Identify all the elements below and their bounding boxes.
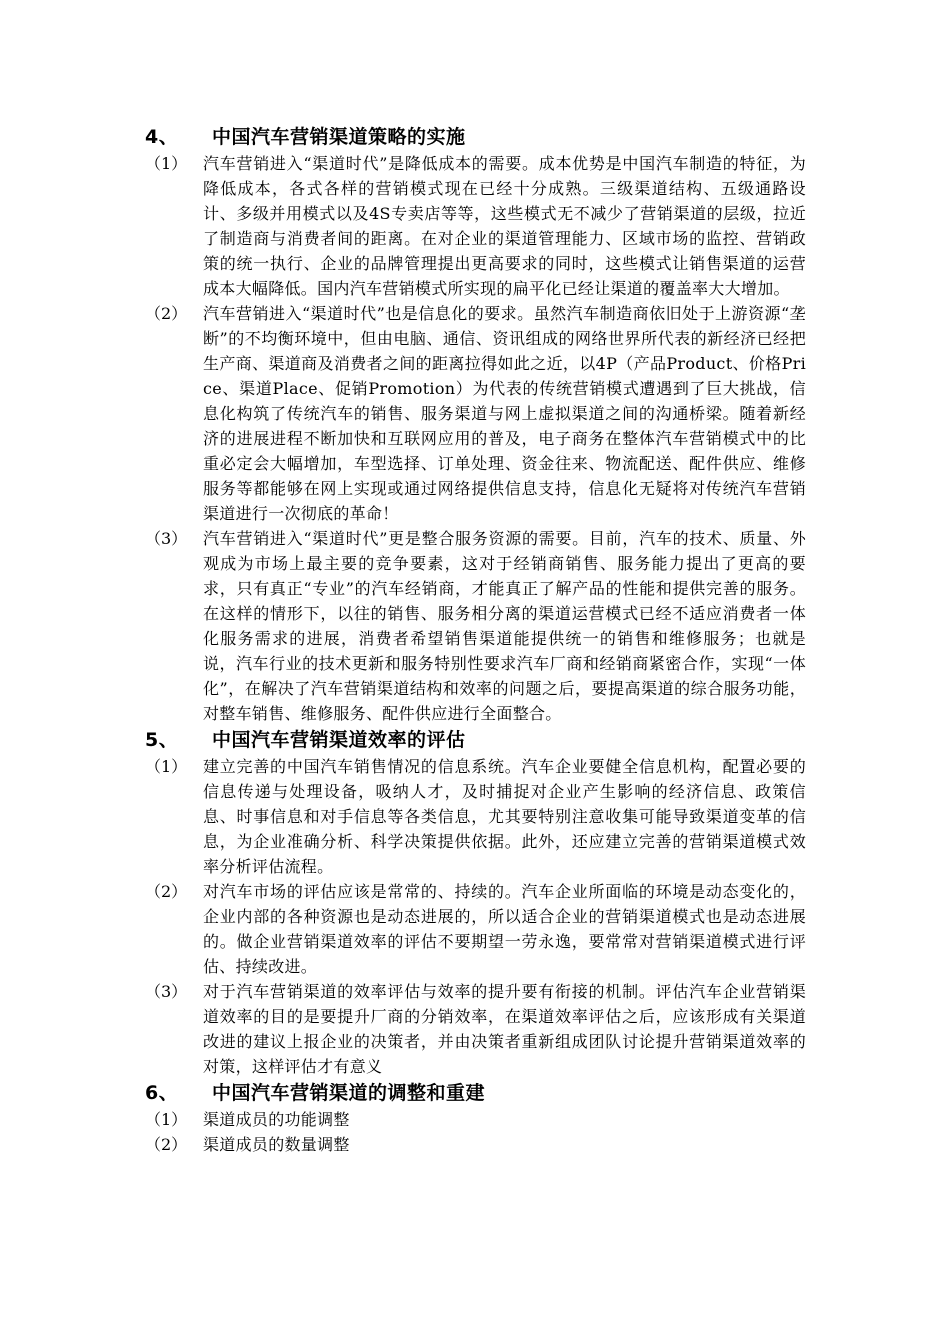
item-number: （2）: [145, 882, 188, 901]
item-paragraph: 对于汽车营销渠道的效率评估与效率的提升要有衔接的机制。评估汽车企业营销渠道效率的目的是要提升厂商的分销效率，在渠道效率评估之后，应该形成有关渠道改进的建议上报企业的决策者，并由决策者重新组成团队讨论提升营销渠道效率的对策，这样评估才有意义: [203, 982, 806, 1076]
section-number: 5、: [145, 729, 179, 751]
item-number: （2）: [145, 304, 188, 323]
document-body: [145, 123, 825, 1157]
section-heading: [145, 726, 825, 754]
section-heading: [145, 123, 825, 151]
list-item: [145, 151, 825, 301]
list-item: [145, 979, 825, 1079]
item-paragraph: 建立完善的中国汽车销售情况的信息系统。汽车企业要健全信息机构，配置必要的信息传递与处理设备，吸纳人才，及时捕捉对企业产生影响的经济信息、政策信息、时事信息和对手信息等各类信息，尤其要特别注意收集可能导致渠道变革的信息，为企业准确分析、科学决策提供依据。此外，还应建立完善的营销渠道模式效率分析评估流程。: [203, 757, 806, 876]
list-item: [145, 301, 825, 526]
section-number: 6、: [145, 1082, 179, 1104]
item-number: （3）: [145, 529, 188, 548]
item-number: （1）: [145, 757, 188, 776]
list-item: [145, 526, 825, 726]
item-number: （1）: [145, 154, 188, 173]
item-number: （1）: [145, 1110, 188, 1129]
item-paragraph: 对汽车市场的评估应该是常常的、持续的。汽车企业所面临的环境是动态变化的，企业内部的各种资源也是动态进展的，所以适合企业的营销渠道模式也是动态进展的。做企业营销渠道效率的评估不要期望一劳永逸，要常常对营销渠道模式进行评估、持续改进。: [203, 882, 806, 976]
item-paragraph: 渠道成员的数量调整: [203, 1135, 350, 1154]
list-item: [145, 879, 825, 979]
section-title: 中国汽车营销渠道效率的评估: [212, 729, 466, 751]
item-number: （2）: [145, 1135, 188, 1154]
list-item: [145, 1107, 825, 1132]
list-item: [145, 754, 825, 879]
section-title: 中国汽车营销渠道策略的实施: [212, 126, 466, 148]
list-item: [145, 1132, 825, 1157]
item-paragraph: 汽车营销进入“渠道时代”是降低成本的需要。成本优势是中国汽车制造的特征，为降低成本，各式各样的营销模式现在已经十分成熟。三级渠道结构、五级通路设计、多级并用模式以及4S专卖店等等，这些模式无不减少了营销渠道的层级，拉近了制造商与消费者间的距离。在对企业的渠道管理能力、区域市场的监控、营销政策的统一执行、企业的品牌管理提出更高要求的同时，这些模式让销售渠道的运营成本大幅降低。国内汽车营销模式所实现的扁平化已经让渠道的覆盖率大大增加。: [203, 154, 806, 298]
section-title: 中国汽车营销渠道的调整和重建: [212, 1082, 486, 1104]
item-paragraph: 汽车营销进入“渠道时代”也是信息化的要求。虽然汽车制造商依旧处于上游资源“垄断”的不均衡环境中，但由电脑、通信、资讯组成的网络世界所代表的新经济已经把生产商、渠道商及消费者之间的距离拉得如此之近，以4P（产品Product、价格Price、渠道Place、促销Promotion）为代表的传统营销模式遭遇到了巨大挑战，信息化构筑了传统汽车的销售、服务渠道与网上虚拟渠道之间的沟通桥梁。随着新经济的进展进程不断加快和互联网应用的普及，电子商务在整体汽车营销模式中的比重必定会大幅增加，车型选择、订单处理、资金往来、物流配送、配件供应、维修服务等都能够在网上实现或通过网络提供信息支持，信息化无疑将对传统汽车营销渠道进行一次彻底的革命！: [203, 304, 806, 523]
item-number: （3）: [145, 982, 188, 1001]
item-paragraph: 渠道成员的功能调整: [203, 1110, 350, 1129]
section-number: 4、: [145, 126, 179, 148]
item-paragraph: 汽车营销进入“渠道时代”更是整合服务资源的需要。目前，汽车的技术、质量、外观成为市场上最主要的竞争要素，这对于经销商销售、服务能力提出了更高的要求，只有真正“专业”的汽车经销商，才能真正了解产品的性能和提供完善的服务。在这样的情形下，以往的销售、服务相分离的渠道运营模式已经不适应消费者一体化服务需求的进展，消费者希望销售渠道能提供统一的销售和维修服务；也就是说，汽车行业的技术更新和服务特别性要求汽车厂商和经销商紧密合作，实现“一体化”，在解决了汽车营销渠道结构和效率的问题之后，要提高渠道的综合服务功能，对整车销售、维修服务、配件供应进行全面整合。: [203, 529, 806, 723]
section-heading: [145, 1079, 825, 1107]
